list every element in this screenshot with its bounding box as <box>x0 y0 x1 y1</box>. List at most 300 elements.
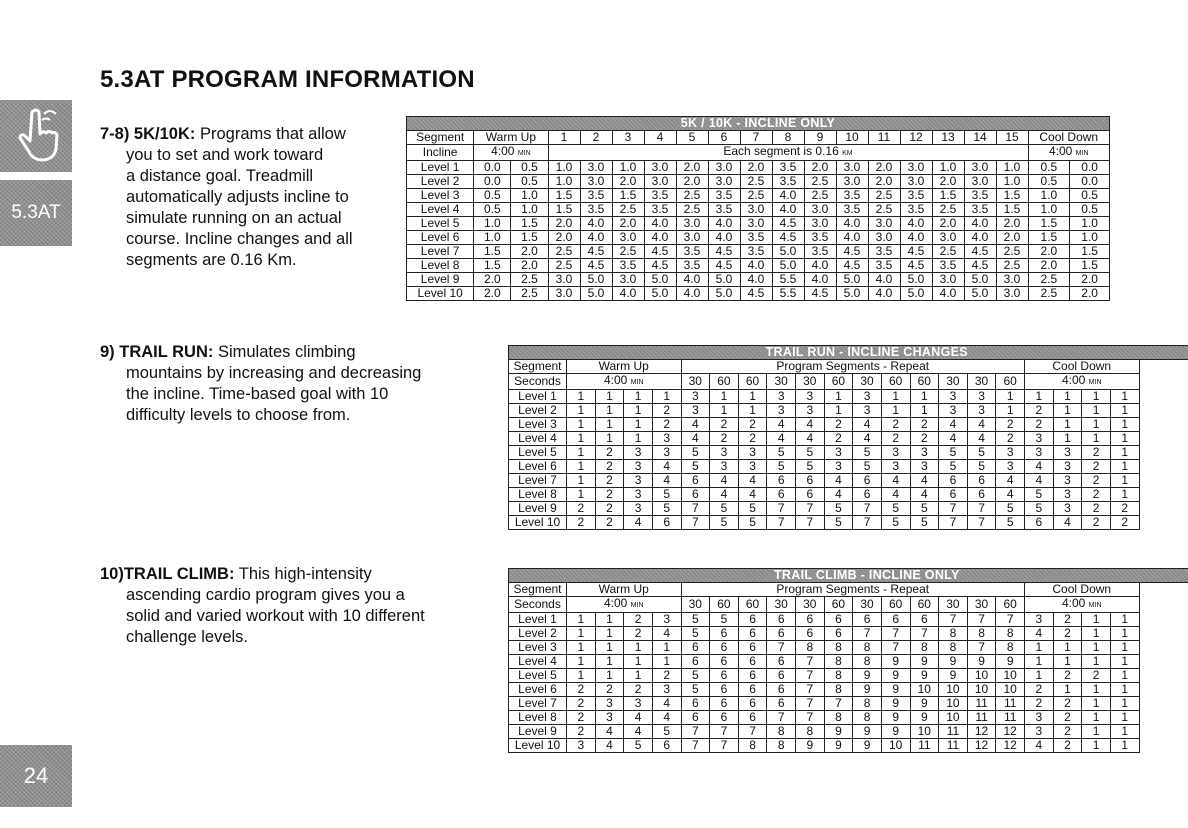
table-cell: 1 <box>567 641 596 655</box>
table-cell: 5 <box>681 446 710 460</box>
table-cell: 4 <box>652 460 681 474</box>
table-cell: 1 <box>595 641 624 655</box>
row-label: Level 2 <box>407 175 474 189</box>
table-row <box>509 697 1188 711</box>
row-label: Level 8 <box>509 488 567 502</box>
table-cell: 1.5 <box>474 245 511 259</box>
table-cell: 1 <box>1110 669 1139 683</box>
table-cell: 1 <box>624 390 653 404</box>
table-cell: 6 <box>796 613 825 627</box>
table-cell: 7 <box>853 502 882 516</box>
table-header-row <box>407 131 1110 145</box>
row-label: Level 3 <box>509 418 567 432</box>
table-cell: 1.5 <box>1028 217 1070 231</box>
table-cell: 6 <box>710 641 739 655</box>
segment-seconds: 60 <box>910 597 939 613</box>
table-cell: 1 <box>1110 474 1139 488</box>
table-row <box>407 145 1110 161</box>
table-cell: 5.0 <box>900 287 932 301</box>
table-cell: 2 <box>595 488 624 502</box>
table-cell: 3 <box>652 613 681 627</box>
table-cell: 7 <box>796 516 825 530</box>
table-cell: 10 <box>910 683 939 697</box>
table-cell: 3 <box>881 460 910 474</box>
table-cell: 8 <box>853 655 882 669</box>
table-cell: 9 <box>824 725 853 739</box>
row-label: Level 6 <box>509 683 567 697</box>
table-cell: 2 <box>1082 446 1111 460</box>
row-label: Level 7 <box>509 474 567 488</box>
table-cell: 2 <box>1082 460 1111 474</box>
table-row <box>509 418 1188 432</box>
table-cell: 7 <box>881 641 910 655</box>
column-header: Program Segments - Repeat <box>681 360 1025 374</box>
table-cell: 2.0 <box>1028 259 1070 273</box>
description-trail-run <box>100 342 421 426</box>
table-row <box>509 725 1188 739</box>
table-cell: 2 <box>1082 502 1111 516</box>
table-cell: 3.5 <box>868 259 900 273</box>
table-cell: 4 <box>939 432 968 446</box>
table-cell: 8 <box>939 627 968 641</box>
table-cell: 4 <box>939 418 968 432</box>
table-cell: 3 <box>681 404 710 418</box>
table-cell: 1.0 <box>612 161 644 175</box>
table-cell: 11 <box>996 697 1025 711</box>
table-cell: 9 <box>881 725 910 739</box>
description-line: you to set and work toward <box>126 146 324 164</box>
table-cell: 9 <box>881 655 910 669</box>
column-header: Warm Up <box>567 583 682 597</box>
segment-seconds: 30 <box>796 597 825 613</box>
table-cell: 2 <box>1025 404 1054 418</box>
table-cell: 7 <box>767 516 796 530</box>
time-value: 4:00 <box>491 144 515 158</box>
table-cell: 6 <box>710 711 739 725</box>
table-cell: 2.5 <box>804 175 836 189</box>
table-cell: 3 <box>853 390 882 404</box>
table-cell: 3.0 <box>644 175 676 189</box>
table-cell: 8 <box>996 627 1025 641</box>
table-cell: 3 <box>1053 474 1082 488</box>
table-cell: 3 <box>738 460 767 474</box>
table-cell: 5.0 <box>836 273 868 287</box>
table-cell: 3 <box>1025 725 1054 739</box>
table-row <box>407 203 1110 217</box>
table-cell: 2 <box>824 418 853 432</box>
table-cell: 5.0 <box>644 273 676 287</box>
table-row <box>407 259 1110 273</box>
table-cell: 5 <box>681 627 710 641</box>
table-cell: 3.5 <box>580 189 612 203</box>
table-cell: 1 <box>567 390 596 404</box>
page-number-tab <box>0 745 72 807</box>
table-cell: 6 <box>681 697 710 711</box>
description-line: automatically adjusts incline to <box>126 188 349 206</box>
table-cell: 5 <box>652 725 681 739</box>
table-cell: 5 <box>681 669 710 683</box>
column-header: 4 <box>644 131 676 145</box>
table-cell: 0.5 <box>1028 161 1070 175</box>
table-cell: 1 <box>710 404 739 418</box>
table-cell: 4 <box>652 474 681 488</box>
table-cell: 9 <box>881 697 910 711</box>
table-cell: 6 <box>881 613 910 627</box>
table-cell: 3 <box>1025 432 1054 446</box>
table-cell: 4.0 <box>804 273 836 287</box>
table-row <box>509 488 1188 502</box>
table-cell: 6 <box>710 683 739 697</box>
column-header: 12 <box>900 131 932 145</box>
table-cell: 2 <box>1053 669 1082 683</box>
table-cell: 3 <box>881 446 910 460</box>
table-cell: 2.0 <box>932 217 964 231</box>
table-cell: 3.0 <box>580 175 612 189</box>
cooldown-time <box>1028 145 1110 161</box>
table-cell: 5 <box>767 446 796 460</box>
table-cell: 2.0 <box>740 161 772 175</box>
segment-seconds: 60 <box>881 597 910 613</box>
table-cell: 2 <box>595 502 624 516</box>
table-cell: 1 <box>1025 655 1054 669</box>
table-cell: 1 <box>595 669 624 683</box>
table-cell: 1 <box>1053 683 1082 697</box>
table-cell: 7 <box>967 502 996 516</box>
table-cell: 6 <box>738 627 767 641</box>
table-cell: 0.5 <box>474 189 511 203</box>
table-cell: 2 <box>624 683 653 697</box>
table-cell: 4.0 <box>868 273 900 287</box>
table-cell: 6 <box>738 655 767 669</box>
table-cell: 6 <box>681 711 710 725</box>
table-cell: 3 <box>624 474 653 488</box>
table-cell: 3.0 <box>740 217 772 231</box>
table-cell: 1 <box>595 627 624 641</box>
table-cell: 6 <box>824 627 853 641</box>
segment-seconds: 60 <box>710 597 739 613</box>
table-cell: 3.5 <box>804 245 836 259</box>
table-cell: 6 <box>767 669 796 683</box>
table-cell: 4 <box>881 488 910 502</box>
table-cell: 1 <box>1110 683 1139 697</box>
table-cell: 1.5 <box>612 189 644 203</box>
table-cell: 3 <box>967 404 996 418</box>
table-cell: 1.5 <box>548 203 580 217</box>
table-cell: 1 <box>1082 418 1111 432</box>
description-line: challenge levels. <box>126 628 248 646</box>
table-cell: 4 <box>652 627 681 641</box>
table-row <box>509 739 1188 753</box>
table-cell: 1.0 <box>548 161 580 175</box>
table-cell: 7 <box>796 711 825 725</box>
table-cell: 4.0 <box>932 287 964 301</box>
table-cell: 3.0 <box>836 175 868 189</box>
description-trail-climb <box>100 564 425 648</box>
table-cell: 5 <box>996 516 1025 530</box>
table-cell: 3.0 <box>900 161 932 175</box>
column-header: Cool Down <box>1028 131 1110 145</box>
table-row <box>509 432 1188 446</box>
table-cell: 2.5 <box>612 203 644 217</box>
table-cell: 2 <box>1053 627 1082 641</box>
table-cell: 3.0 <box>868 231 900 245</box>
table-cell: 1 <box>567 418 596 432</box>
table-cell: 2.0 <box>1070 273 1110 287</box>
table-cell: 1.0 <box>1028 189 1070 203</box>
table-cell: 7 <box>796 502 825 516</box>
table-cell: 1.0 <box>474 217 511 231</box>
table-cell: 0.5 <box>511 161 548 175</box>
table-cell: 4 <box>996 488 1025 502</box>
table-cell: 1 <box>595 432 624 446</box>
table-cell: 3.0 <box>676 231 708 245</box>
table-cell: 9 <box>853 725 882 739</box>
table-cell: 6 <box>710 627 739 641</box>
table-cell: 6 <box>767 474 796 488</box>
table-cell: 1 <box>624 669 653 683</box>
table-row <box>509 613 1188 627</box>
table-cell: 3 <box>996 446 1025 460</box>
table-cell: 2.0 <box>474 273 511 287</box>
table-cell: 1 <box>910 404 939 418</box>
table-cell: 6 <box>939 488 968 502</box>
table-cell: 3.5 <box>708 189 740 203</box>
table-cell: 3.0 <box>804 217 836 231</box>
segment-seconds: 60 <box>710 374 739 390</box>
table-cell: 2.5 <box>612 245 644 259</box>
table-cell: 4.5 <box>900 259 932 273</box>
table-cell: 2.5 <box>868 189 900 203</box>
table-cell: 6 <box>910 613 939 627</box>
table-cell: 2 <box>710 418 739 432</box>
table-cell: 6 <box>738 683 767 697</box>
table-cell: 3 <box>652 432 681 446</box>
table-cell: 4 <box>767 418 796 432</box>
segment-seconds: 60 <box>738 597 767 613</box>
table-cell: 5 <box>796 460 825 474</box>
table-cell: 9 <box>996 655 1025 669</box>
table-cell: 7 <box>824 697 853 711</box>
table-cell: 2.5 <box>511 273 548 287</box>
table-cell: 1 <box>996 390 1025 404</box>
table-cell: 3.5 <box>804 231 836 245</box>
table-cell: 1 <box>738 390 767 404</box>
warmup-time <box>474 145 548 161</box>
table-cell: 4.0 <box>836 217 868 231</box>
table-title: 5K / 10K - INCLINE ONLY <box>407 117 1110 131</box>
row-label: Level 9 <box>509 725 567 739</box>
table-cell: 1 <box>624 418 653 432</box>
description-line: Programs that allow <box>199 125 346 143</box>
table-cell: 8 <box>767 739 796 753</box>
segment-seconds: 30 <box>796 374 825 390</box>
table-cell: 2.5 <box>511 287 548 301</box>
table-row <box>509 474 1188 488</box>
segment-seconds: 60 <box>996 374 1025 390</box>
table-cell: 5 <box>710 502 739 516</box>
table-cell: 3 <box>967 390 996 404</box>
table-cell: 4.0 <box>740 273 772 287</box>
table-cell: 3 <box>1025 711 1054 725</box>
table-cell: 0.5 <box>1070 189 1110 203</box>
table-cell: 1 <box>567 488 596 502</box>
table-cell: 4 <box>910 474 939 488</box>
table-cell: 3 <box>1053 488 1082 502</box>
table-cell: 5.5 <box>772 273 804 287</box>
table-cell: 3.0 <box>836 161 868 175</box>
table-cell: 4.0 <box>868 287 900 301</box>
table-row <box>509 711 1188 725</box>
table-cell: 2.0 <box>1028 245 1070 259</box>
description-line: solid and varied workout with 10 different <box>126 607 425 625</box>
table-cell: 2 <box>624 613 653 627</box>
table-cell: 2 <box>624 627 653 641</box>
table-cell: 3.5 <box>612 259 644 273</box>
description-line: difficulty levels to choose from. <box>126 406 351 424</box>
time-value: 4:00 <box>1048 144 1073 158</box>
column-header: 2 <box>580 131 612 145</box>
table-cell: 0.0 <box>474 161 511 175</box>
table-cell: 2.5 <box>1028 273 1070 287</box>
table-cell: 4 <box>1053 516 1082 530</box>
segment-seconds: 60 <box>996 597 1025 613</box>
table-cell: 4 <box>624 711 653 725</box>
table-cell: 1 <box>567 474 596 488</box>
table-trail-climb <box>508 568 1188 753</box>
table-cell: 3 <box>624 488 653 502</box>
table-cell: 7 <box>767 711 796 725</box>
table-cell: 1 <box>910 390 939 404</box>
table-cell: 1 <box>652 641 681 655</box>
table-cell: 1 <box>567 446 596 460</box>
description-heading: 7-8) 5K/10K: <box>100 125 196 143</box>
table-cell: 2 <box>1025 697 1054 711</box>
table-cell: 10 <box>996 669 1025 683</box>
table-cell: 6 <box>681 641 710 655</box>
table-cell: 0.0 <box>1070 161 1110 175</box>
table-cell: 0.0 <box>474 175 511 189</box>
time-unit: MIN <box>630 379 644 386</box>
table-cell: 5 <box>939 446 968 460</box>
table-cell: 6 <box>738 697 767 711</box>
table-cell: 5 <box>710 613 739 627</box>
table-cell: 1 <box>1110 418 1139 432</box>
table-cell: 3.5 <box>964 203 996 217</box>
segment-seconds: 30 <box>767 597 796 613</box>
table-cell: 10 <box>939 697 968 711</box>
column-header: 10 <box>836 131 868 145</box>
table-cell: 2.0 <box>868 161 900 175</box>
table-row <box>407 189 1110 203</box>
table-cell: 3.0 <box>868 217 900 231</box>
table-cell: 3 <box>996 460 1025 474</box>
table-cell: 5 <box>767 460 796 474</box>
table-row <box>509 446 1188 460</box>
table-cell: 6 <box>824 613 853 627</box>
table-cell: 7 <box>996 613 1025 627</box>
table-row <box>509 390 1188 404</box>
table-cell: 12 <box>996 725 1025 739</box>
table-cell: 7 <box>681 739 710 753</box>
row-label: Level 1 <box>509 613 567 627</box>
table-cell: 5 <box>996 502 1025 516</box>
table-cell: 0.5 <box>1070 203 1110 217</box>
table-cell: 1.0 <box>932 161 964 175</box>
table-cell: 5 <box>910 502 939 516</box>
table-cell: 4 <box>1025 474 1054 488</box>
table-cell: 2.5 <box>868 203 900 217</box>
table-cell: 3.0 <box>964 161 996 175</box>
table-cell: 5 <box>681 460 710 474</box>
time-value: 4:00 <box>603 596 628 610</box>
segment-seconds: 30 <box>939 597 968 613</box>
table-cell: 11 <box>939 725 968 739</box>
table-cell: 1 <box>1082 641 1111 655</box>
table-cell: 5 <box>939 460 968 474</box>
table-cell: 3.0 <box>932 231 964 245</box>
table-cell: 3.0 <box>644 161 676 175</box>
table-cell: 2.0 <box>804 161 836 175</box>
table-cell: 6 <box>853 488 882 502</box>
table-cell: 3.0 <box>708 161 740 175</box>
table-cell: 4.0 <box>740 259 772 273</box>
table-cell: 3 <box>652 683 681 697</box>
table-cell: 1 <box>624 655 653 669</box>
table-cell: 4 <box>652 697 681 711</box>
warmup-time <box>567 597 682 613</box>
table-trail-run <box>508 345 1188 530</box>
table-cell: 1 <box>1110 446 1139 460</box>
table-cell: 4.5 <box>580 259 612 273</box>
table-cell: 3.0 <box>612 231 644 245</box>
table-cell: 7 <box>710 725 739 739</box>
table-cell: 2.0 <box>1070 287 1110 301</box>
table-cell: 2.0 <box>548 231 580 245</box>
table-cell: 6 <box>767 697 796 711</box>
table-cell: 11 <box>967 711 996 725</box>
table-cell: 12 <box>967 725 996 739</box>
table-cell: 1 <box>1110 739 1139 753</box>
table-cell: 6 <box>738 641 767 655</box>
table-cell: 4.0 <box>644 217 676 231</box>
table-cell: 10 <box>910 725 939 739</box>
table-cell: 1 <box>710 390 739 404</box>
table-cell: 4.0 <box>900 217 932 231</box>
table-cell: 3 <box>910 460 939 474</box>
table-cell: 6 <box>652 516 681 530</box>
table-title: TRAIL RUN - INCLINE CHANGES <box>509 346 1188 360</box>
table-cell: 4.5 <box>836 259 868 273</box>
time-unit: MIN <box>1088 379 1102 386</box>
row-label: Level 4 <box>509 655 567 669</box>
row-label: Level 5 <box>509 446 567 460</box>
table-cell: 8 <box>853 697 882 711</box>
table-cell: 4 <box>824 488 853 502</box>
row-label: Incline <box>407 145 474 161</box>
table-cell: 6 <box>853 474 882 488</box>
table-cell: 4.0 <box>964 231 996 245</box>
table-cell: 2 <box>1082 516 1111 530</box>
column-header: Cool Down <box>1025 583 1140 597</box>
table-cell: 11 <box>967 697 996 711</box>
time-value: 4:00 <box>1061 373 1086 387</box>
table-cell: 7 <box>796 697 825 711</box>
table-cell: 6 <box>710 669 739 683</box>
table-cell: 1 <box>738 404 767 418</box>
section-tab-label: 5.3AT <box>11 202 61 223</box>
table-row <box>509 669 1188 683</box>
table-cell: 6 <box>681 474 710 488</box>
